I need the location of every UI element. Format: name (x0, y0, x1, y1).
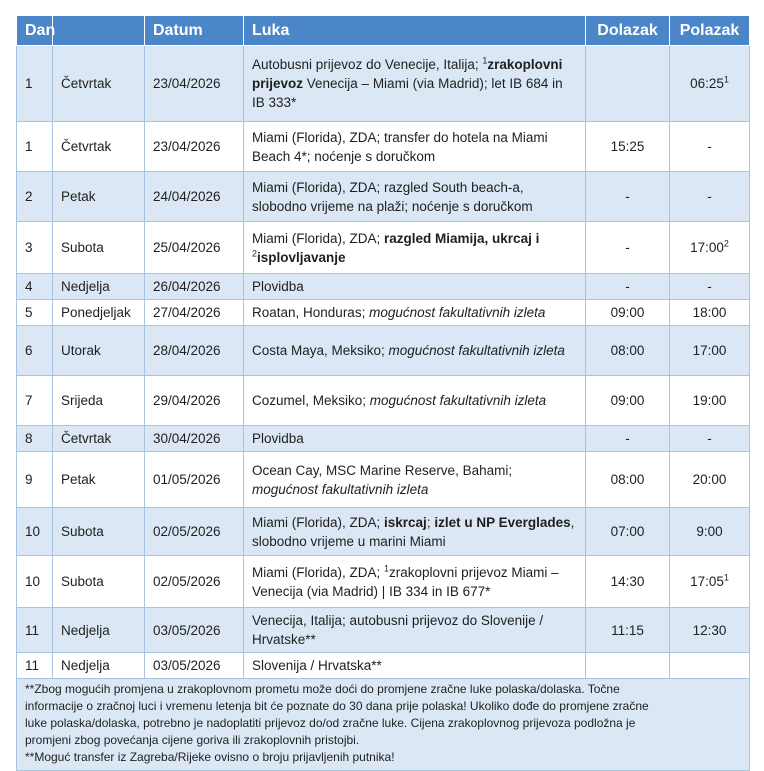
itinerary-container (16, 15, 749, 771)
cell-polazak (670, 452, 750, 508)
cell-dan: 4 (17, 274, 53, 300)
cell-dan: 9 (17, 452, 53, 508)
cell-day: Nedjelja (53, 274, 145, 300)
table-header-row (17, 16, 750, 46)
cell-day: Petak (53, 452, 145, 508)
polazak-time: 12:30 (692, 622, 727, 638)
luka-segment: Cozumel, Meksiko; (252, 393, 370, 408)
table-row (17, 222, 750, 274)
table-row (17, 376, 750, 426)
cell-date: 24/04/2026 (145, 172, 244, 222)
cell-day: Četvrtak (53, 426, 145, 452)
cell-dan: 11 (17, 608, 53, 653)
luka-segment: ; (426, 514, 435, 530)
cell-luka (244, 608, 586, 653)
cell-dan: 2 (17, 172, 53, 222)
table-row (17, 326, 750, 376)
luka-segment: Miami (Florida), ZDA; transfer do hotela na Miami Beach 4*; noćenje s doručkom (252, 129, 548, 164)
polazak-time: 17:00 (690, 240, 724, 255)
luka-segment: Costa Maya, Meksiko; (252, 343, 389, 358)
cell-date: 03/05/2026 (145, 653, 244, 679)
cell-day: Nedjelja (53, 608, 145, 653)
cell-luka (244, 556, 586, 608)
table-row (17, 653, 750, 679)
footnote-line: luke polaska/dolaska, potrebno je nadoplatiti prijevoz do/od zračne luke. Cijena zrakoplovnog prijevoza podložna je (25, 716, 636, 730)
cell-polazak (670, 326, 750, 376)
cell-polazak (670, 426, 750, 452)
luka-segment: zrakoplovni prijevoz Miami – Venecija (via Madrid) | IB 334 in IB 677* (252, 564, 559, 599)
cell-dan: 11 (17, 653, 53, 679)
cell-date: 25/04/2026 (145, 222, 244, 274)
cell-luka (244, 172, 586, 222)
cell-date: 02/05/2026 (145, 556, 244, 608)
cell-luka (244, 653, 586, 679)
table-row (17, 274, 750, 300)
luka-segment: Venecija, Italija; autobusni prijevoz do Slovenije / Hrvatske** (252, 613, 544, 647)
cell-polazak (670, 172, 750, 222)
polazak-footnote-mark: 1 (723, 572, 729, 583)
cell-dolazak: - (586, 222, 670, 274)
cell-polazak (670, 508, 750, 556)
itinerary-rows (17, 46, 750, 679)
luka-segment: Slovenija / Hrvatska** (252, 658, 382, 673)
cell-dolazak: 08:00 (586, 326, 670, 376)
luka-segment: Venecija – Miami (via Madrid); let IB 684 in IB 333* (252, 76, 563, 110)
header-datum: Datum (145, 16, 244, 46)
polazak-time: 18:00 (692, 305, 727, 320)
cell-dolazak (586, 46, 670, 122)
footnote (17, 679, 750, 771)
footnote-line: **Moguć transfer iz Zagreba/Rijeke ovisno o broju prijavljenih putnika! (25, 750, 395, 764)
luka-segment: Miami (Florida), ZDA; (252, 230, 385, 246)
cell-date: 03/05/2026 (145, 608, 244, 653)
polazak-time: - (707, 279, 712, 294)
cell-luka (244, 46, 586, 122)
cell-dan: 1 (17, 122, 53, 172)
cell-luka (244, 326, 586, 376)
cell-dan: 1 (17, 46, 53, 122)
cell-day: Petak (53, 172, 145, 222)
cell-luka (244, 122, 586, 172)
cell-date: 26/04/2026 (145, 274, 244, 300)
header-dan: Dan (17, 16, 53, 46)
polazak-time: 17:00 (692, 343, 727, 358)
cell-day: Četvrtak (53, 122, 145, 172)
luka-segment: razgled Miamija, ukrcaj i (384, 230, 540, 246)
cell-dolazak: - (586, 426, 670, 452)
cell-luka (244, 508, 586, 556)
cell-polazak (670, 556, 750, 608)
cell-dolazak (586, 653, 670, 679)
itinerary-table (16, 15, 750, 771)
cell-dolazak: 09:00 (586, 300, 670, 326)
luka-segment: mogućnost fakultativnih izleta (369, 305, 546, 320)
table-row (17, 172, 750, 222)
cell-polazak (670, 653, 750, 679)
cell-polazak (670, 608, 750, 653)
polazak-time: - (707, 139, 712, 154)
header-day (53, 16, 145, 46)
luka-segment: Ocean Cay, MSC Marine Reserve, Bahami; (252, 462, 513, 478)
cell-luka (244, 376, 586, 426)
cell-luka (244, 222, 586, 274)
luka-segment: 1 (482, 55, 488, 66)
cell-polazak (670, 300, 750, 326)
cell-dan: 10 (17, 508, 53, 556)
cell-day: Subota (53, 222, 145, 274)
cell-date: 29/04/2026 (145, 376, 244, 426)
cell-date: 23/04/2026 (145, 122, 244, 172)
table-row (17, 426, 750, 452)
cell-dolazak: 09:00 (586, 376, 670, 426)
cell-date: 23/04/2026 (145, 46, 244, 122)
cell-polazak (670, 274, 750, 300)
polazak-time: 9:00 (696, 524, 723, 539)
cell-day: Subota (53, 508, 145, 556)
luka-segment: mogućnost fakultativnih izleta (252, 481, 429, 497)
luka-segment: Plovidba (252, 431, 304, 446)
cell-date: 01/05/2026 (145, 452, 244, 508)
luka-segment: zrakoplovni prijevoz (252, 57, 563, 91)
cell-dan: 5 (17, 300, 53, 326)
cell-dan: 3 (17, 222, 53, 274)
cell-dolazak: 14:30 (586, 556, 670, 608)
polazak-time: - (707, 431, 712, 446)
cell-day: Subota (53, 556, 145, 608)
table-row (17, 508, 750, 556)
table-row (17, 608, 750, 653)
footnote-line: informacije o zračnoj luci i vremenu letenja bit će poznate do 30 dana prije polaska! Ukoliko dođe do promjene zračne (25, 699, 649, 713)
luka-segment: Roatan, Honduras; (252, 305, 370, 320)
polazak-time: 17:05 (690, 574, 724, 589)
luka-segment: isplovljavanje (257, 249, 346, 265)
footnote-line: **Zbog mogućih promjena u zrakoplovnom prometu može doći do promjene zračne luke polaska/dolaska. Točne (25, 682, 620, 696)
cell-dan: 8 (17, 426, 53, 452)
luka-segment: izlet u NP Everglades (434, 514, 571, 530)
table-row (17, 122, 750, 172)
cell-date: 02/05/2026 (145, 508, 244, 556)
luka-segment: mogućnost fakultativnih izleta (388, 343, 565, 358)
cell-dolazak: 11:15 (586, 608, 670, 653)
cell-polazak (670, 376, 750, 426)
footnote-row (17, 679, 750, 771)
luka-segment: Miami (Florida), ZDA; (252, 514, 385, 530)
header-dolazak: Dolazak (586, 16, 670, 46)
cell-polazak (670, 122, 750, 172)
cell-date: 27/04/2026 (145, 300, 244, 326)
polazak-time: 20:00 (692, 472, 727, 487)
cell-polazak (670, 46, 750, 122)
cell-luka (244, 452, 586, 508)
cell-dan: 10 (17, 556, 53, 608)
luka-segment: Miami (Florida), ZDA; razgled South beach-a, slobodno vrijeme na plaži; noćenje s doručkom (252, 179, 533, 214)
cell-date: 30/04/2026 (145, 426, 244, 452)
polazak-time: - (707, 189, 712, 204)
table-row (17, 300, 750, 326)
cell-dolazak: 07:00 (586, 508, 670, 556)
cell-dan: 6 (17, 326, 53, 376)
polazak-time: 06:25 (690, 76, 724, 91)
polazak-time: 19:00 (692, 393, 727, 408)
luka-segment: mogućnost fakultativnih izleta (369, 393, 547, 408)
table-row (17, 556, 750, 608)
cell-dolazak: - (586, 274, 670, 300)
cell-dan: 7 (17, 376, 53, 426)
luka-segment: , slobodno vrijeme u marini Miami (252, 514, 575, 549)
cell-luka (244, 274, 586, 300)
luka-segment: 2 (252, 248, 258, 258)
header-polazak: Polazak (670, 16, 750, 46)
polazak-footnote-mark: 1 (723, 74, 729, 85)
cell-dolazak: 08:00 (586, 452, 670, 508)
cell-day: Srijeda (53, 376, 145, 426)
luka-segment: Plovidba (252, 279, 304, 294)
table-row (17, 46, 750, 122)
cell-day: Nedjelja (53, 653, 145, 679)
cell-day: Četvrtak (53, 46, 145, 122)
cell-date: 28/04/2026 (145, 326, 244, 376)
cell-polazak (670, 222, 750, 274)
luka-segment: Autobusni prijevoz do Venecije, Italija; (252, 57, 483, 72)
cell-dolazak: 15:25 (586, 122, 670, 172)
luka-segment: Miami (Florida), ZDA; (252, 564, 385, 580)
luka-segment: iskrcaj (384, 514, 427, 530)
header-luka: Luka (244, 16, 586, 46)
footnote-line: promjeni zbog povećanja cijene goriva ili zrakoplovnih pristojbi. (25, 733, 360, 747)
cell-day: Ponedjeljak (53, 300, 145, 326)
cell-day: Utorak (53, 326, 145, 376)
polazak-footnote-mark: 2 (723, 238, 729, 249)
cell-luka (244, 300, 586, 326)
table-row (17, 452, 750, 508)
cell-dolazak: - (586, 172, 670, 222)
luka-segment: 1 (384, 563, 390, 573)
cell-luka (244, 426, 586, 452)
